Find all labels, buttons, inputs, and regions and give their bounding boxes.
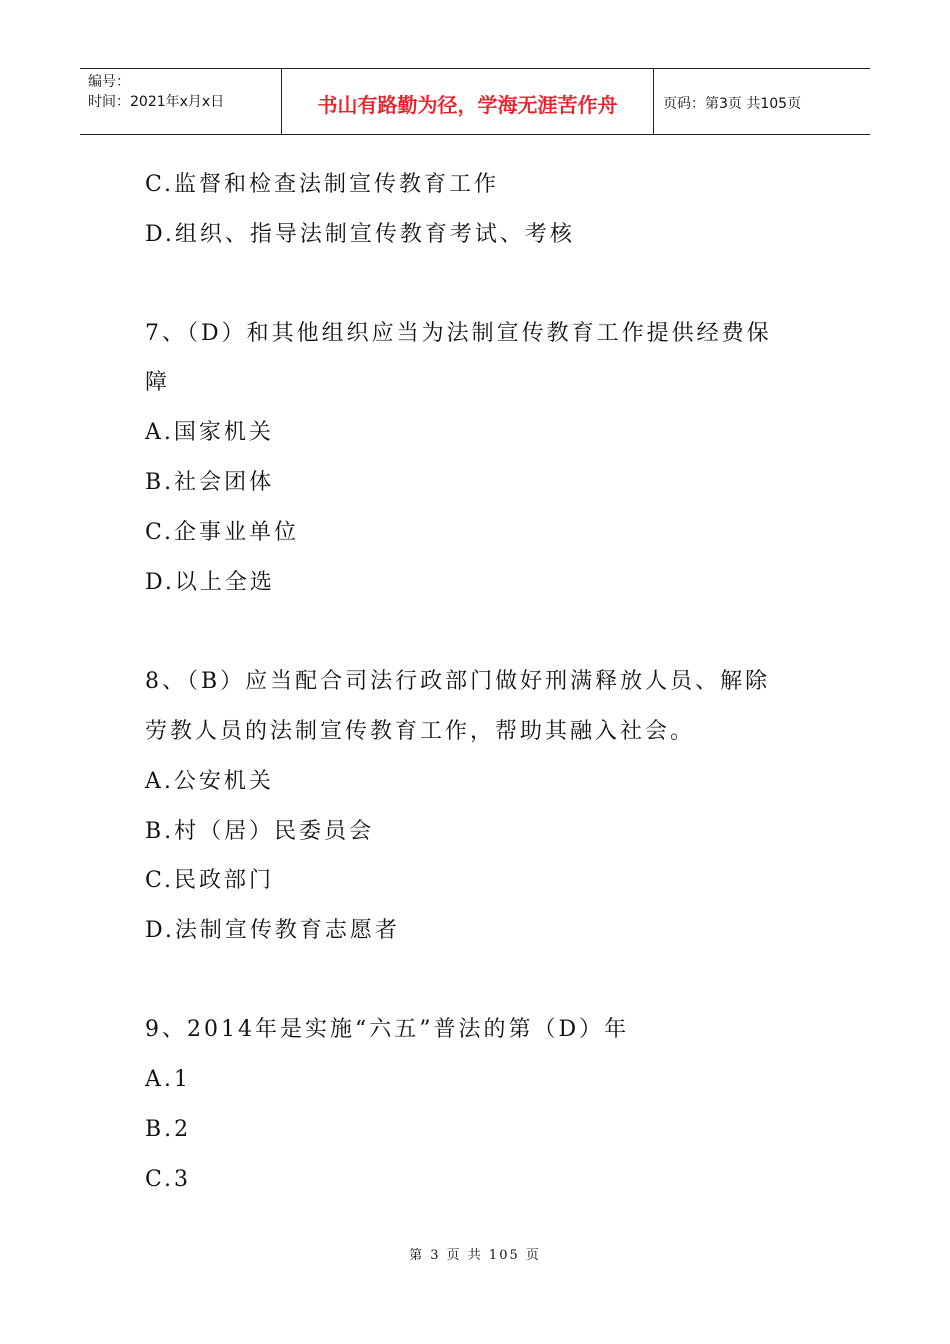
number-label: 编号： (88, 74, 130, 90)
option-b-q7: B.社会团体 (145, 470, 275, 495)
option-a-q7: A.国家机关 (145, 420, 274, 445)
option-b-q9: B.2 (145, 1117, 192, 1142)
option-b-q8: B.村（居）民委员会 (145, 819, 375, 844)
option-c-q9: C.3 (145, 1167, 192, 1192)
question-9: 9、2014年是实施“六五”普法的第（D）年 (145, 1017, 630, 1042)
option-a-q8: A.公安机关 (145, 769, 274, 794)
option-a-q9: A.1 (145, 1067, 191, 1092)
option-d-q8: D.法制宣传教育志愿者 (145, 918, 400, 943)
page-footer: 第 3 页 共 105 页 (409, 1248, 541, 1263)
page-header (80, 68, 870, 135)
time-label: 时间：2021年x月x日 (88, 94, 225, 110)
option-c-q7: C.企事业单位 (145, 520, 300, 545)
header-motto: 书山有路勤为径，学海无涯苦作舟 (282, 69, 654, 134)
header-page-info: 页码：第3页 共105页 (663, 95, 802, 112)
option-c-q6: C.监督和检查法制宣传教育工作 (145, 172, 500, 197)
question-7-line-2: 障 (145, 370, 171, 395)
header-meta (80, 69, 282, 134)
option-c-q8: C.民政部门 (145, 868, 275, 893)
question-8-line-1: 8、（B）应当配合司法行政部门做好刑满释放人员、解除 (145, 669, 771, 694)
option-d-q6: D.组织、指导法制宣传教育考试、考核 (145, 222, 575, 247)
question-8-line-2: 劳教人员的法制宣传教育工作，帮助其融入社会。 (145, 719, 696, 744)
question-7-line-1: 7、（D）和其他组织应当为法制宣传教育工作提供经费保 (145, 321, 772, 346)
option-d-q7: D.以上全选 (145, 570, 275, 595)
